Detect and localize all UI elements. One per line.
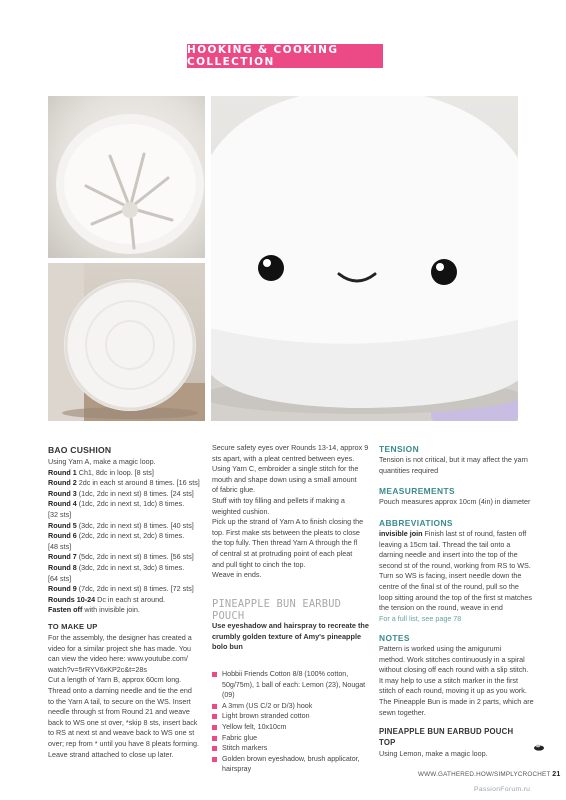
make-up-continued: Secure safety eyes over Rounds 13-14, approx 9 sts apart, with a pleat centred between eyes. Using Yarn C, embroider a single stitch for the mouth and shape down using a small amount of fabric glue. Stuff with toy filling and pellets if making a weighted cushion. Pick up the strand of Yarn A to finish closing the top. First make sts between the pleats to close the top fully. Then thread Yarn A through the fl of central st at protruding point of each pleat and pull tight to cinch the top. Weave in ends.: [212, 443, 369, 580]
notes-heading: NOTES: [379, 633, 410, 643]
pattern-line: Round 1 Ch1, 8dc in loop. [8 sts]: [48, 467, 154, 477]
bun-top-illustration: [48, 96, 205, 258]
bao-cushion-pattern: [48, 457, 206, 616]
measurements-text: Pouch measures approx 10cm (4in) in diameter: [379, 497, 531, 506]
pattern-line: Round 2 2dc in each st around 8 times. [16 sts]: [48, 478, 200, 488]
list-item: A 3mm (US C/2 or D/3) hook: [212, 701, 374, 712]
ball-illustration: [48, 263, 205, 421]
pattern-line: Using Yarn A, make a magic loop.: [48, 457, 156, 466]
notes-text: Pattern is worked using the amigurumi method. Work stitches continuously in a spiral without closing off each round with a slip stitch. It may help to use a stitch marker in the first stitch of each round, moving it up as you work. The Pineapple Bun is made in 2 parts, which are sewn together.: [379, 644, 534, 717]
footer-url[interactable]: WWW.GATHERED.HOW/SIMPLYCROCHET: [418, 771, 551, 778]
abbreviations-ref-link[interactable]: For a full list, see page 78: [379, 613, 462, 623]
make-up-heading: TO MAKE UP: [48, 622, 98, 631]
pouch-heading: PINEAPPLE BUN EARBUD POUCH: [379, 727, 514, 736]
pineapple-bun-title: PINEAPPLE BUN EARBUD POUCH: [212, 598, 342, 622]
abbreviations-text: invisible join Finish last st of round, fasten off leaving a 15cm tail. Thread the tail onto a darning needle and insert into the top of the second st of the round, working from RS to WS. Turn so WS is facing, insert needle down the centre of the final st of the round, pull so the loop sitting around the top of the first st matches the tension on the round, weave in end For a full list, see page 78: [379, 529, 551, 624]
pattern-line: Round 5 (3dc, 2dc in next st) 8 times. [40 sts]: [48, 520, 194, 530]
photo-bun-ball: [48, 263, 205, 421]
tension-text: Tension is not critical, but it may affect the yarn quantities required: [379, 455, 528, 475]
pattern-line: Round 6 (2dc, 2dc in next st, 2dc) 8 times.: [48, 531, 185, 541]
pattern-line: Fasten off with invisible join.: [48, 605, 140, 615]
bee-icon: [533, 738, 545, 756]
measurements-heading: MEASUREMENTS: [379, 486, 455, 496]
banner-title: HOOKING & COOKING COLLECTION: [187, 44, 339, 68]
materials-list: [212, 669, 374, 775]
pattern-line: Rounds 10-24 Dc in each st around.: [48, 594, 166, 604]
pattern-line: [32 sts]: [48, 509, 72, 519]
bao-cushion-heading: BAO CUSHION: [48, 445, 112, 455]
pattern-line: [48 sts]: [48, 541, 72, 551]
make-up-text: For the assembly, the designer has created a video for a similar project she has made. You can view the video here: www.youtube.com/ watch?v=5rRYV6xKP2c&t=28s Cut a length of Yarn B, approx 60cm long. Thread onto a darning needle and tie the end to the Yarn A tail, to secure on the WS. Insert needle through st from Round 21 and weave back to WS one st over, *skip 8 sts, insert back to RS at next st and weave back to WS one st over; rep from * until you have 8 pleats forming. Leave strand attached to close up later.: [48, 633, 200, 759]
abbreviations-heading: ABBREVIATIONS: [379, 518, 453, 528]
page-number: 21: [552, 771, 561, 778]
pattern-line: Round 3 (1dc, 2dc in next st) 8 times. [24 sts]: [48, 488, 194, 498]
pattern-line: Round 7 (5dc, 2dc in next st) 8 times. [56 sts]: [48, 552, 194, 562]
section-banner: [187, 44, 383, 68]
watermark: PassionForum.ru: [474, 786, 531, 793]
pouch-top-text: Using Lemon, make a magic loop.: [379, 749, 488, 758]
list-item: Stitch markers: [212, 743, 374, 754]
pattern-line: [64 sts]: [48, 573, 72, 583]
list-item: Hobbii Friends Cotton 8/8 (100% cotton, 50g/75m), 1 ball of each: Lemon (23), Nougat (09): [212, 669, 374, 701]
pattern-line: Round 8 (3dc, 2dc in next st, 3dc) 8 times.: [48, 562, 185, 572]
list-item: Yellow felt, 10x10cm: [212, 722, 374, 733]
pattern-line: Round 4 (1dc, 2dc in next st, 1dc) 8 times.: [48, 499, 185, 509]
photo-bao-cushion: [211, 96, 518, 421]
bao-illustration: [211, 96, 518, 421]
list-item: Fabric glue: [212, 733, 374, 744]
tension-heading: TENSION: [379, 444, 420, 454]
page-footer: [418, 771, 560, 778]
pineapple-bun-intro: Use eyeshadow and hairspray to recreate the crumbly golden texture of Amy's pineapple bolo bun: [212, 621, 369, 652]
list-item: Light brown stranded cotton: [212, 711, 374, 722]
pouch-top-heading: TOP: [379, 738, 396, 747]
pattern-line: Round 9 (7dc, 2dc in next st) 8 times. [72 sts]: [48, 584, 194, 594]
list-item: Golden brown eyeshadow, brush applicator, hairspray: [212, 754, 374, 775]
photo-bun-top: [48, 96, 205, 258]
